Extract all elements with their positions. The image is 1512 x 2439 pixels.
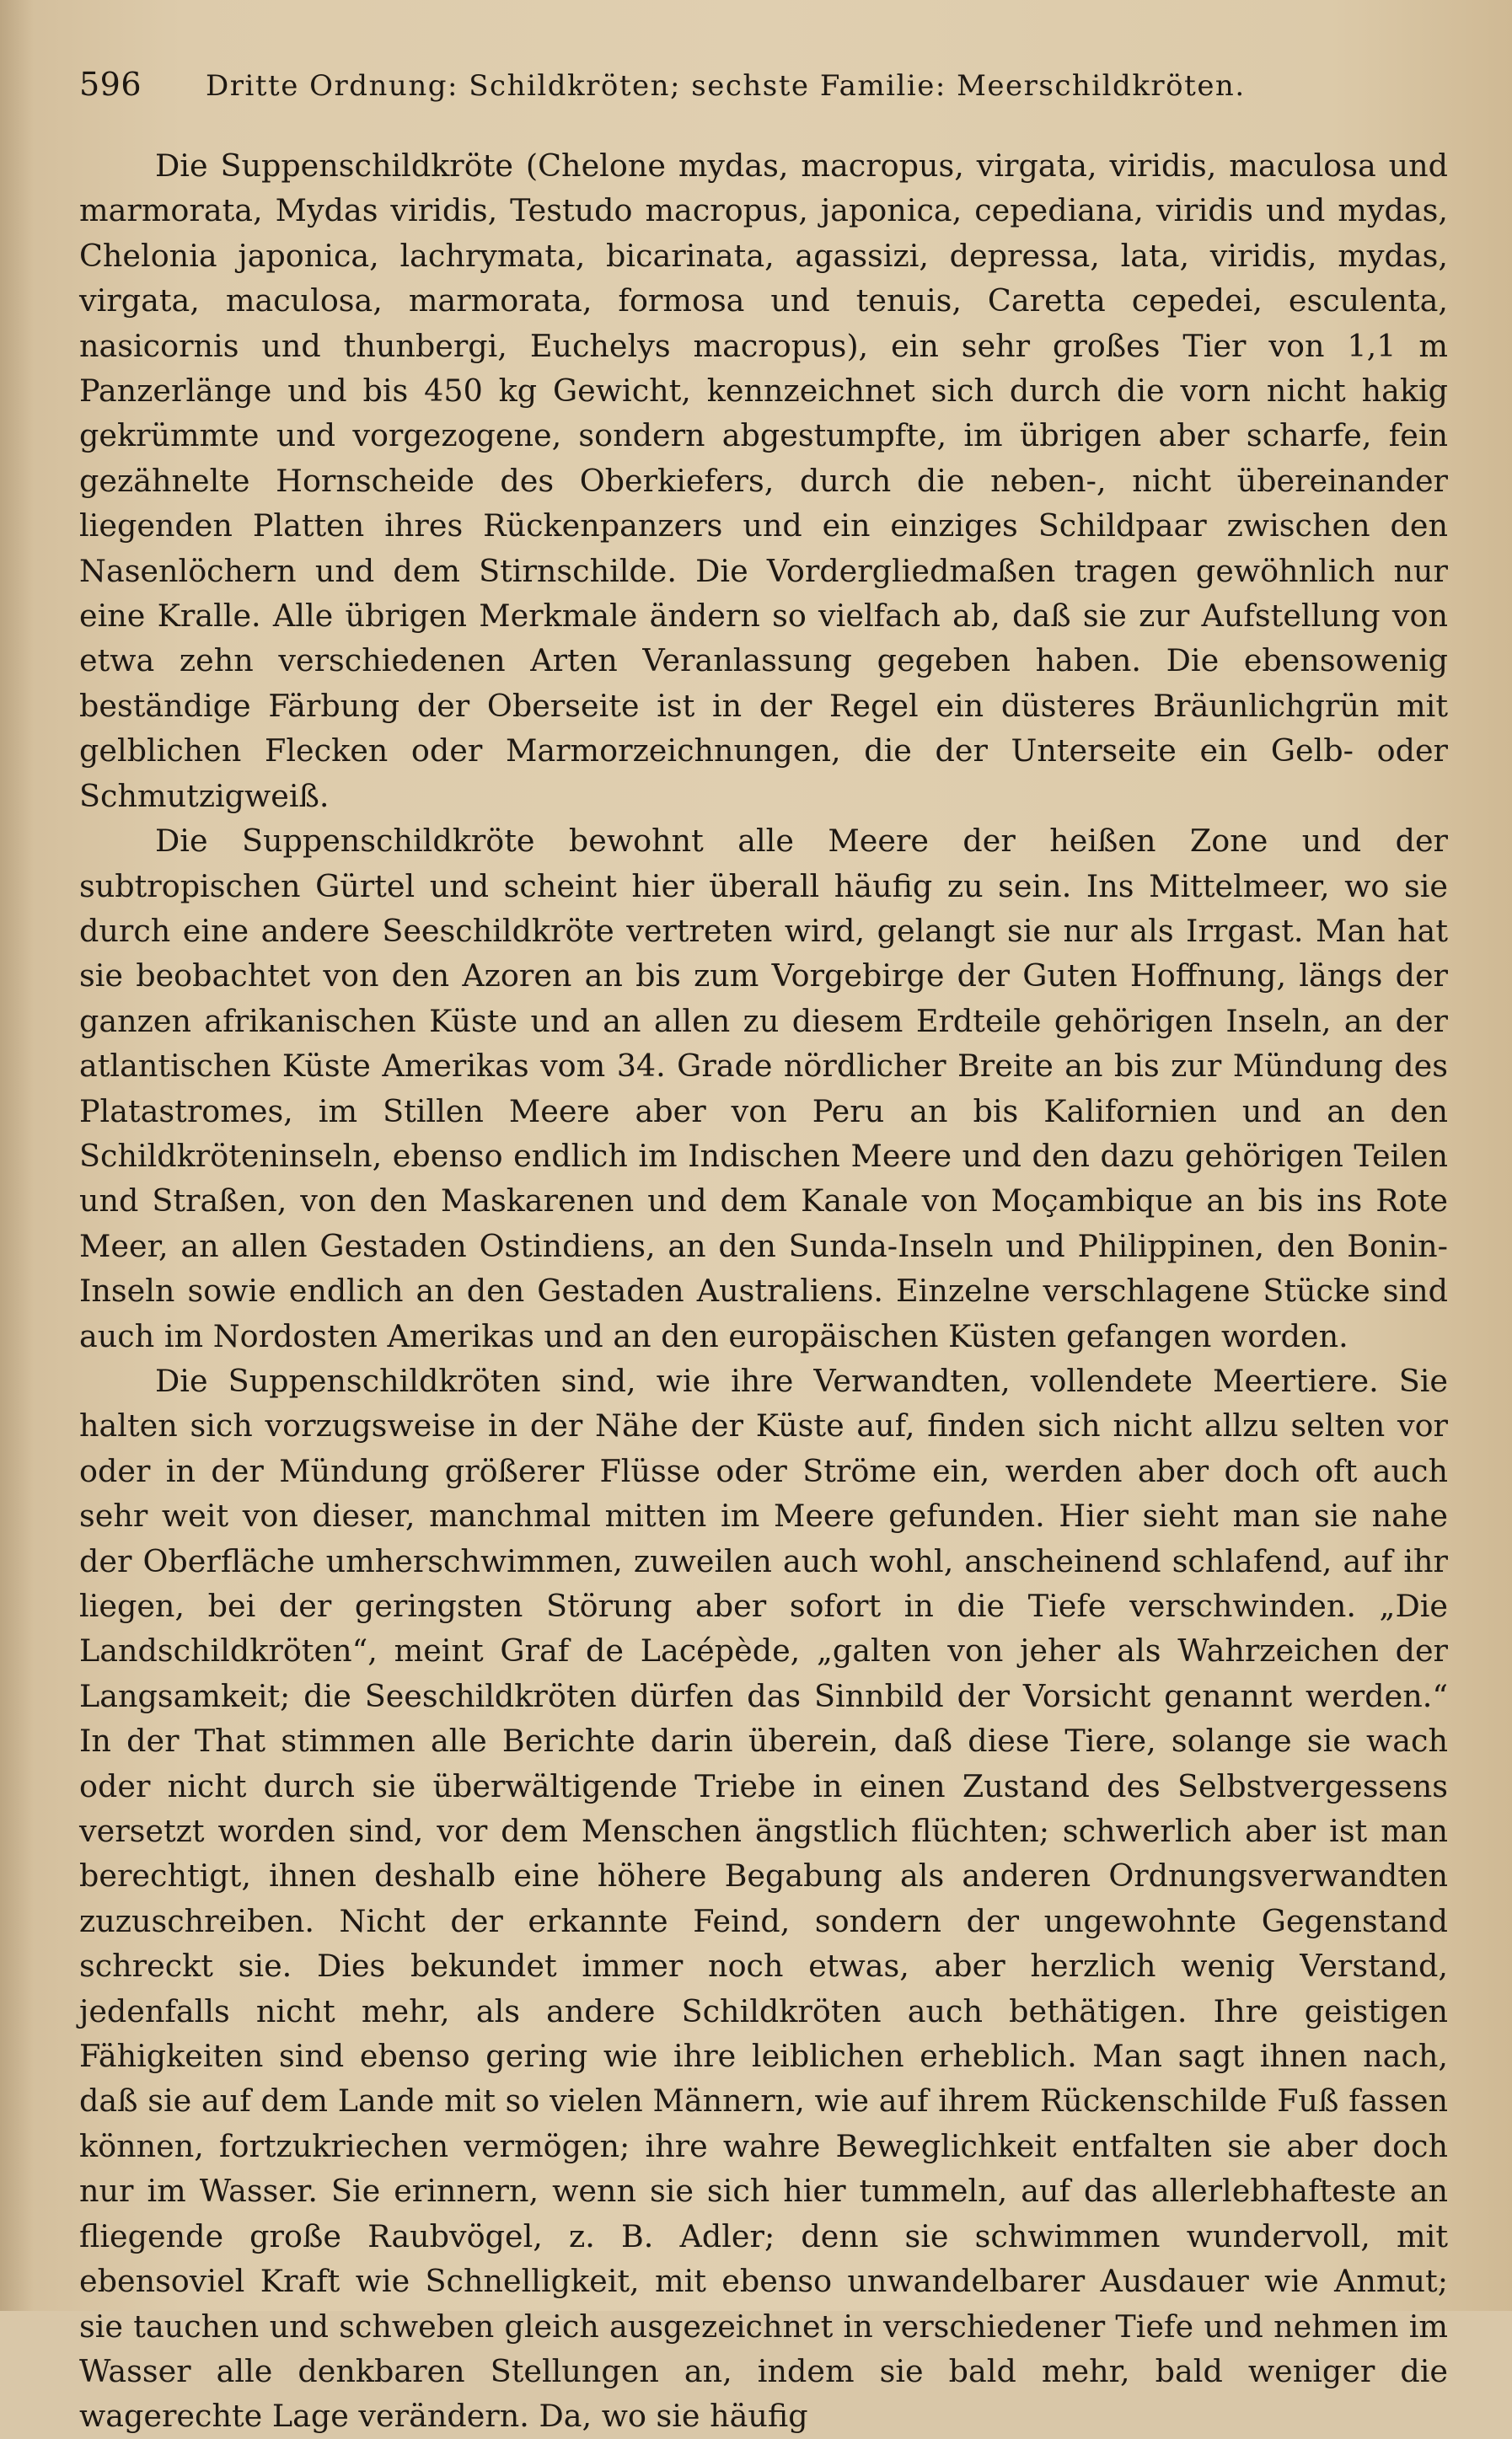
running-head: Dritte Ordnung: Schildkröten; sechste Familie: Meerschildkröten. bbox=[206, 69, 1246, 103]
page-header bbox=[79, 66, 1448, 113]
paragraph-behavior: Die Suppenschildkröten sind, wie ihre Verwandten, vollendete Meertiere. Sie halten sich vorzugsweise in der Nähe der Küste auf, finden sich nicht allzu selten vor oder in der Mündung größerer Flüsse oder Ströme ein, werden aber doch oft auch sehr weit von dieser, manchmal mitten im Meere gefunden. Hier sieht man sie nahe der Oberfläche umherschwimmen, zuweilen auch wohl, anscheinend schlafend, auf ihr liegen, bei der geringsten Störung aber sofort in die Tiefe verschwinden. „Die Landschildkröten“, meint Graf de Lacépède, „galten von jeher als Wahrzeichen der Langsamkeit; die Seeschildkröten dürfen das Sinnbild der Vorsicht genannt werden.“ In der That stimmen alle Berichte darin überein, daß diese Tiere, solange sie wach oder nicht durch sie überwältigende Triebe in einen Zustand des Selbstvergessens versetzt worden sind, vor dem Menschen ängstlich flüchten; schwerlich aber ist man berechtigt, ihnen deshalb eine höhere Begabung als anderen Ordnungsverwandten zuzuschreiben. Nicht der erkannte Feind, sondern der ungewohnte Gegenstand schreckt sie. Dies bekundet immer noch etwas, aber herzlich wenig Verstand, jedenfalls nicht mehr, als andere Schildkröten auch bethätigen. Ihre geistigen Fähigkeiten sind ebenso gering wie ihre leiblichen erheblich. Man sagt ihnen nach, daß sie auf dem Lande mit so vielen Männern, wie auf ihrem Rückenschilde Fuß fassen können, fortzukriechen vermögen; ihre wahre Beweglichkeit entfalten sie aber doch nur im Wasser. Sie erinnern, wenn sie sich hier tummeln, auf das allerlebhafteste an fliegende große Raubvögel, z. B. Adler; denn sie schwimmen wundervoll, mit ebensoviel Kraft wie Schnelligkeit, mit ebenso unwandelbarer Ausdauer wie Anmut; sie tauchen und schweben gleich ausgezeichnet in verschiedener Tiefe und nehmen im Wasser alle denkbaren Stellungen an, indem sie bald mehr, bald weniger die wagerechte Lage verändern. Da, wo sie häufig bbox=[79, 1362, 1448, 2435]
page-number: 596 bbox=[79, 66, 142, 103]
paragraph-distribution: Die Suppenschildkröte bewohnt alle Meere der heißen Zone und der subtropischen Gürtel und scheint hier überall häufig zu sein. Ins Mittelmeer, wo sie durch eine andere Seeschildkröte vertreten wird, gelangt sie nur als Irrgast. Man hat sie beobachtet von den Azoren an bis zum Vorgebirge der Guten Hoffnung, längs der ganzen afrikanischen Küste und an allen zu diesem Erdteile gehörigen Inseln, an der atlantischen Küste Amerikas vom 34. Grade nördlicher Breite an bis zur Mündung des Platastromes, im Stillen Meere aber von Peru an bis Kalifornien und an den Schildkröteninseln, ebenso endlich im Indischen Meere und den dazu gehörigen Teilen und Straßen, von den Maskarenen und dem Kanale von Moçambique an bis ins Rote Meer, an allen Gestaden Ostindiens, an den Sunda-Inseln und Philippinen, den Bonin-Inseln sowie endlich an den Gestaden Australiens. Einzelne verschlagene Stücke sind auch im Nordosten Amerikas und an den europäischen Küsten gefangen worden. bbox=[79, 823, 1448, 1354]
paragraph-species-description: Die Suppenschildkröte (Chelone mydas, macropus, virgata, viridis, maculosa und marmorata, Mydas viridis, Testudo macropus, japonica, cepediana, viridis und mydas, Chelonia japonica, lachrymata, bicarinata, agassizi, depressa, lata, viridis, mydas, virgata, maculosa, marmorata, formosa und tenuis, Caretta cepedei, esculenta, nasicornis und thunbergi, Euchelys macropus), ein sehr großes Tier von 1,1 m Panzerlänge und bis 450 kg Gewicht, kennzeichnet sich durch die vorn nicht hakig gekrümmte und vorgezogene, sondern abgestumpfte, im übrigen aber scharfe, fein gezähnelte Hornscheide des Oberkiefers, durch die neben-, nicht übereinander liegenden Platten ihres Rückenpanzers und ein einziges Schildpaar zwischen den Nasenlöchern und dem Stirnschilde. Die Vordergliedmaßen tragen gewöhnlich nur eine Kralle. Alle übrigen Merkmale ändern so vielfach ab, daß sie zur Aufstellung von etwa zehn verschiedenen Arten Veranlassung gegeben haben. Die ebensowenig beständige Färbung der Oberseite ist in der Regel ein düsteres Bräunlichgrün mit gelblichen Flecken oder Marmorzeichnungen, die der Unterseite ein Gelb- oder Schmutzigweiß. bbox=[79, 147, 1448, 814]
page-body bbox=[79, 143, 1448, 2439]
page-edge-shadow bbox=[0, 0, 34, 2311]
